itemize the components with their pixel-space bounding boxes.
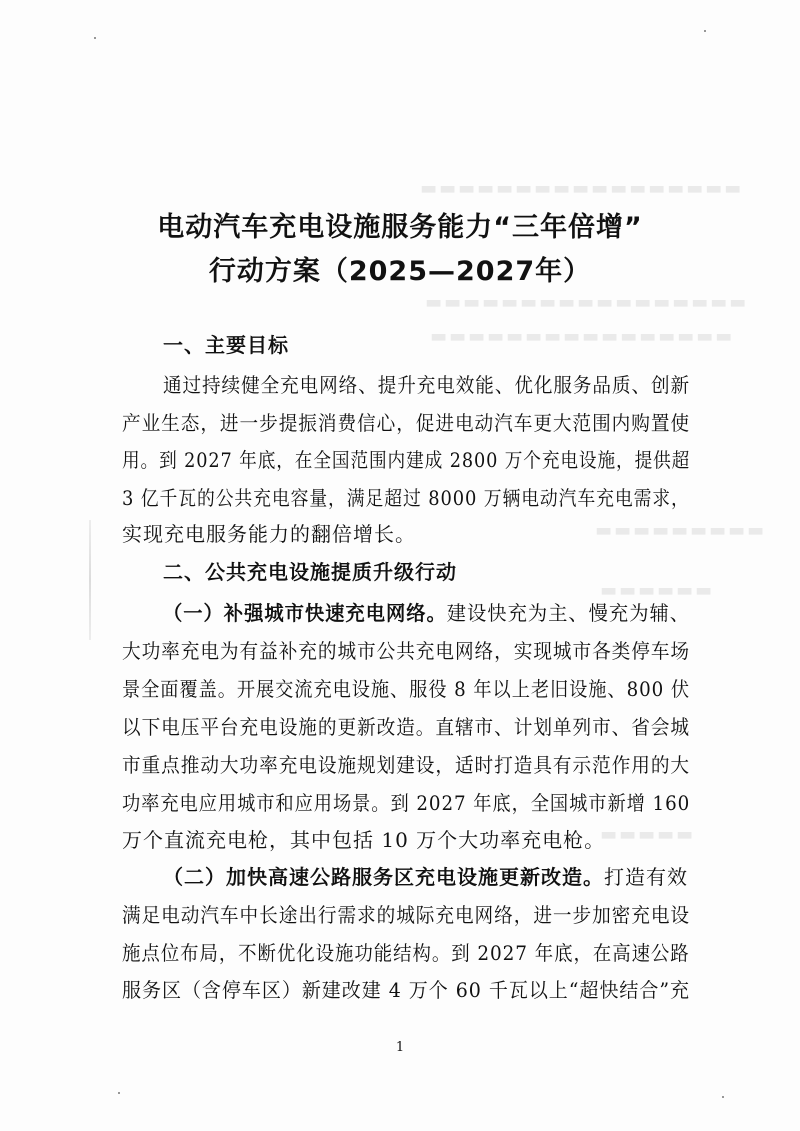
paragraph-line: 大功率充电为有益补充的城市公共充电网络，实现城市各类停车场: [122, 639, 691, 663]
paragraph-line: 服务区（含停车区）新建改建 4 万个 60 千瓦以上“超快结合”充: [122, 978, 691, 1002]
paragraph-text: 打造有效: [604, 865, 688, 889]
paragraph-line: 通过持续健全充电网络、提升充电效能、优化服务品质、创新: [163, 373, 691, 397]
paragraph-line: 用。到 2027 年底，在全国范围内建成 2800 万个充电设施，提供超: [122, 448, 691, 472]
paragraph-line: 实现充电服务能力的翻倍增长。: [122, 522, 416, 546]
bleed-through-texture: ▬▬▬▬▬▬▬▬▬▬▬▬▬▬▬▬▬: [420, 178, 744, 199]
paragraph-text: 建设快充为主、慢充为辅、: [446, 601, 690, 625]
page-number: 1: [395, 1040, 405, 1055]
paragraph-line: 施点位布局，不断优化设施功能结构。到 2027 年底，在高速公路: [122, 941, 690, 965]
paragraph-line: 产业生态，进一步提振消费信心，促进电动汽车更大范围内购置使: [122, 411, 691, 435]
document-title-line1: 电动汽车充电设施服务能力“三年倍增”: [157, 212, 643, 243]
bleed-through-texture: ▬▬▬▬▬▬▬▬▬▬▬▬▬▬▬▬▬: [425, 292, 749, 313]
paragraph-line: 以下电压平台充电设施的更新改造。直辖市、计划单列市、省会城: [122, 715, 691, 739]
paragraph-line: 景全面覆盖。开展交流充电设施、服役 8 年以上老旧设施、800 伏: [122, 677, 690, 701]
subsection-heading-highway-charging: （二）加快高速公路服务区充电设施更新改造。: [163, 865, 604, 889]
paragraph-line: 3 亿千瓦的公共充电容量，满足超过 8000 万辆电动汽车充电需求，: [122, 486, 690, 510]
bleed-through-texture: ▬▬▬▬▬▬▬▬▬: [595, 520, 767, 541]
subsection-heading-city-fast-charging: （一）补强城市快速充电网络。: [163, 601, 447, 625]
scan-speck: [704, 30, 706, 32]
paragraph-line: [163, 861, 688, 890]
document-title-line2: 行动方案（2025—2027年）: [208, 256, 592, 287]
bleed-through-texture: ▬▬▬▬▬▬▬▬▬▬▬▬▬▬▬▬: [430, 326, 735, 347]
paragraph-line: 万个直流充电枪，其中包括 10 万个大功率充电枪。: [122, 828, 606, 852]
paragraph-line: 满足电动汽车中长途出行需求的城际充电网络，进一步加密充电设: [122, 903, 691, 927]
bleed-through-texture: ▬▬▬▬▬: [600, 824, 696, 845]
section-heading-goals: 一、主要目标: [163, 333, 289, 357]
bleed-through-texture: ▬▬▬▬▬▬: [600, 580, 715, 601]
paragraph-line: [163, 597, 690, 626]
scan-speck: [94, 37, 96, 39]
scan-speck: [722, 1096, 724, 1098]
section-heading-public-charging: 二、公共充电设施提质升级行动: [163, 560, 457, 584]
scan-artifact: [89, 520, 91, 640]
paragraph-line: 市重点推动大功率充电设施规划建设，适时打造具有示范作用的大: [122, 753, 691, 777]
paragraph-line: 功率充电应用城市和应用场景。到 2027 年底，全国城市新增 160: [122, 791, 691, 815]
scan-speck: [118, 1092, 120, 1094]
